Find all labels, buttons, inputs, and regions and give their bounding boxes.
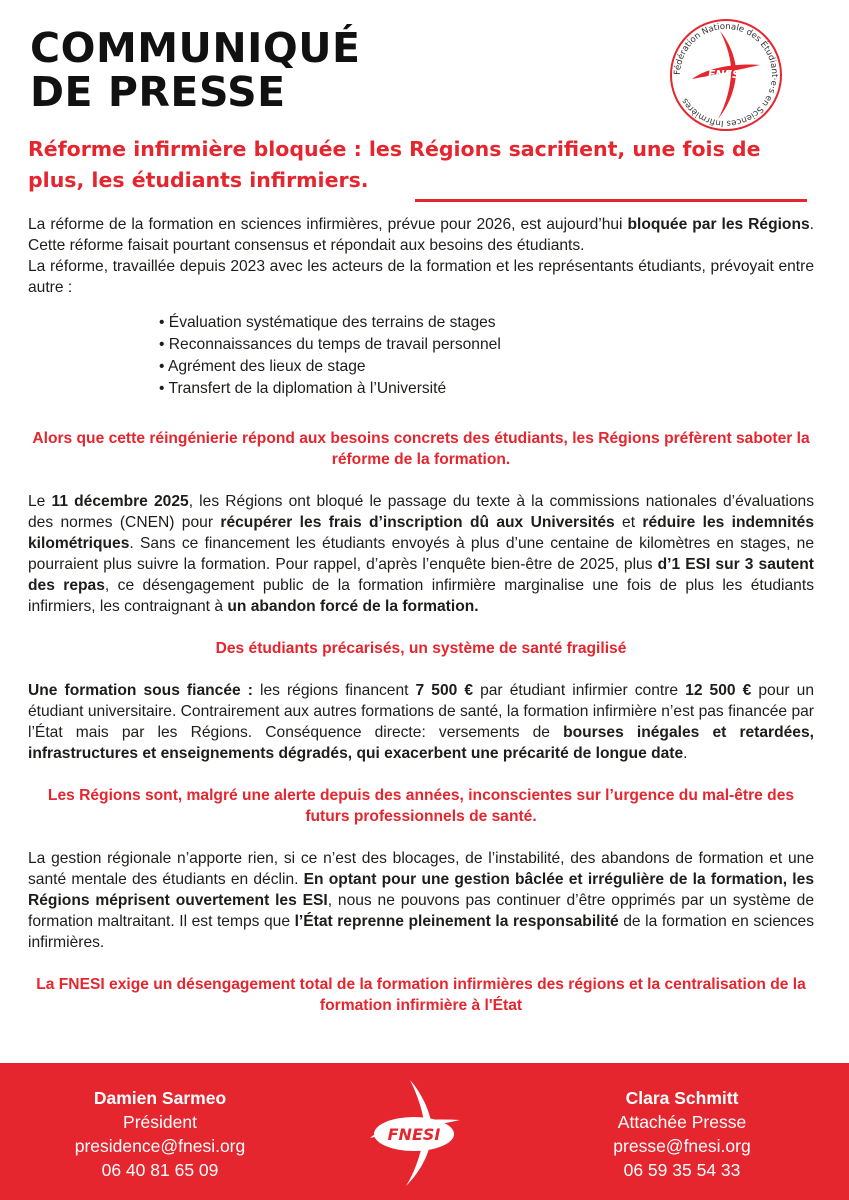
- list-item: • Agrément des lieux de stage: [159, 356, 814, 378]
- logo-text: FNESI: [707, 68, 745, 81]
- section-heading: Des étudiants précarisés, un système de santé fragilisé: [215, 640, 627, 657]
- contact-name: Damien Sarmeo: [93, 1088, 227, 1108]
- contact-role: Attachée Presse: [617, 1112, 747, 1132]
- subtitle-divider: [415, 199, 807, 202]
- reform-measures-list: [28, 312, 814, 400]
- fnesi-footer-logo: [366, 1078, 462, 1188]
- contact-phone[interactable]: 06 59 35 54 33: [623, 1160, 741, 1180]
- december-paragraph: Le 11 décembre 2025, les Régions ont bloqué le passage du texte à la commissions nationales d’évaluations des normes (CNEN) pour récupérer les frais d’inscription dû aux Universités et réduire les indemnités kilométriques. Sans ce financement les étudiants envoyés à plus d’une centaine de kilomètres en stages, ne pourraient plus suivre la formation. Pour rappel, d’après l’enquête bien-être de 2025, plus d’1 ESI sur 3 sautent des repas, ce désengagement public de la formation infirmière marginalise une fois de plus les étudiants infirmiers, les contraignant à un abandon forcé de la formation.: [28, 493, 815, 615]
- contact-phone[interactable]: 06 40 81 65 09: [101, 1160, 219, 1180]
- callout-sabotage: Alors que cette réingénierie répond aux besoins concrets des étudiants, les Régions préfèrent saboter la réforme de la formation.: [32, 430, 810, 468]
- contact-email[interactable]: presse@fnesi.org: [613, 1136, 751, 1156]
- press-release-body: [28, 214, 814, 1016]
- page-title: [30, 26, 361, 114]
- title-line-2: DE PRESSE: [30, 68, 286, 116]
- logo-ring-text: Fédération Nationale des Étudiant·e·s en Sciences Infirmières: [672, 21, 780, 129]
- contact-email[interactable]: presidence@fnesi.org: [74, 1136, 246, 1156]
- intro-paragraph: La réforme de la formation en sciences infirmières, prévue pour 2026, est aujourd’hui bloquée par les Régions. Cette réforme faisait pourtant consensus et répondait aux besoins des étudiants.: [28, 216, 815, 254]
- fnesi-logo: [668, 17, 784, 133]
- list-item: • Reconnaissances du temps de travail personnel: [159, 334, 814, 356]
- intro-paragraph-2: La réforme, travaillée depuis 2023 avec les acteurs de la formation et les représentants étudiants, prévoyait entre autre :: [28, 258, 814, 296]
- funding-paragraph: Une formation sous fiancée : les régions financent 7 500 € par étudiant infirmier contre 12 500 € pour un étudiant universitaire. Contrairement aux autres formations de santé, la formation infirmière n’est pas financée par l’État mais par les Régions. Conséquence directe: versements de bourses inégales et retardées, infrastructures et enseignements dégradés, qui exacerbent une précarité de longue date.: [28, 682, 814, 762]
- contact-footer: [0, 1063, 849, 1200]
- contact-president: [30, 1086, 290, 1182]
- contact-name: Clara Schmitt: [625, 1088, 739, 1108]
- contact-press: [552, 1086, 812, 1182]
- title-line-1: COMMUNIQUÉ: [30, 24, 361, 72]
- contact-role: Président: [123, 1112, 197, 1132]
- list-item: • Évaluation systématique des terrains de stages: [159, 312, 814, 334]
- list-item: • Transfert de la diplomation à l’Université: [159, 378, 814, 400]
- callout-demand: La FNESI exige un désengagement total de la formation infirmières des régions et la centralisation de la formation infirmière à l'État: [36, 976, 806, 1014]
- subtitle: Réforme infirmière bloquée : les Régions sacrifient, une fois de plus, les étudiants infirmiers.: [28, 137, 761, 192]
- footer-logo-text: FNESI: [387, 1125, 441, 1144]
- callout-urgency: Les Régions sont, malgré une alerte depuis des années, inconscientes sur l’urgence du mal-être des futurs professionnels de santé.: [47, 787, 795, 825]
- management-paragraph: La gestion régionale n’apporte rien, si ce n’est des blocages, de l’instabilité, des abandons de formation et une santé mentale des étudiants en déclin. En optant pour une gestion bâclée et irrégulière de la formation, les Régions méprisent ouvertement les ESI, nous ne pouvons pas continuer d’être opprimés par un système de formation maltraitant. Il est temps que l’État reprenne pleinement la responsabilité de la formation en sciences infirmières.: [28, 850, 814, 951]
